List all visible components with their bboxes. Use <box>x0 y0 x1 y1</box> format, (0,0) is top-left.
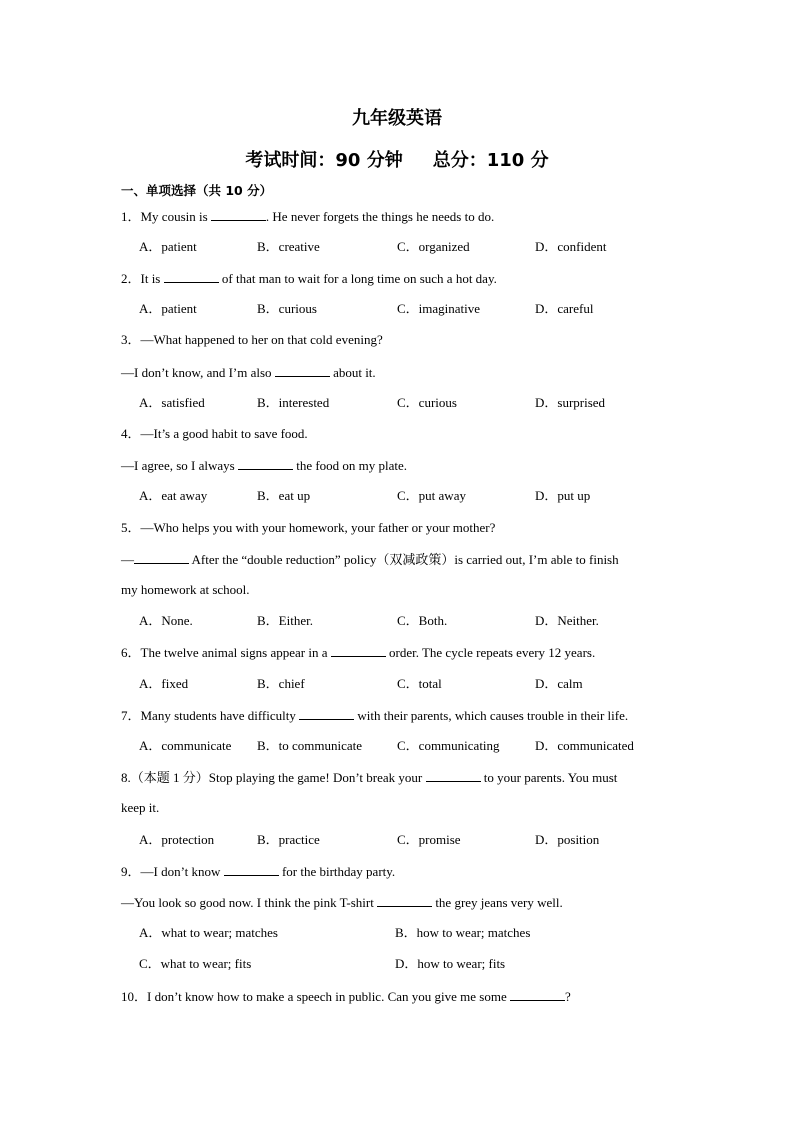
option-a: A．fixed <box>139 676 189 691</box>
answer-blank <box>164 270 219 283</box>
option-b: B．eat up <box>257 488 311 503</box>
option-a: A．patient <box>139 301 197 316</box>
option-a: A．patient <box>139 239 197 254</box>
question-2: 2．It is of that man to wait for a long time on such a hot day. <box>121 271 497 286</box>
answer-blank <box>211 208 266 221</box>
question-9: 9．—I don’t know for the birthday party. <box>121 864 396 879</box>
option-d: D．calm <box>535 676 583 691</box>
option-a: A．communicate <box>139 738 232 753</box>
option-d: D．confident <box>535 239 607 254</box>
question-6: 6．The twelve animal signs appear in a order. The cycle repeats every 12 years. <box>121 645 596 660</box>
answer-blank <box>299 707 354 720</box>
option-d: D．position <box>535 832 600 847</box>
question-3-line-2: —I don’t know, and I’m also about it. <box>121 365 376 380</box>
exam-time: 考试时间：90 分钟 <box>245 150 403 171</box>
question-4-line-2: —I agree, so I always the food on my plate. <box>121 458 408 473</box>
exam-info <box>0 146 794 172</box>
exam-score: 总分：110 分 <box>432 150 549 171</box>
option-d: D．how to wear; fits <box>395 956 506 971</box>
question-5: 5．—Who helps you with your homework, your father or your mother? <box>121 520 496 535</box>
question-7: 7．Many students have difficulty with their parents, which causes trouble in their life. <box>121 708 629 723</box>
question-10: 10．I don’t know how to make a speech in public. Can you give me some ? <box>121 989 571 1004</box>
option-a: A．protection <box>139 832 215 847</box>
option-d: D．Neither. <box>535 613 599 628</box>
answer-blank <box>224 863 279 876</box>
option-c: C．what to wear; fits <box>139 956 252 971</box>
option-b: B．practice <box>257 832 320 847</box>
question-4: 4．—It’s a good habit to save food. <box>121 426 308 441</box>
question-3: 3．—What happened to her on that cold evening? <box>121 332 383 347</box>
option-b: B．how to wear; matches <box>395 925 531 940</box>
option-c: C．promise <box>397 832 461 847</box>
exam-title: 九年级英语 <box>352 108 442 129</box>
option-a: A．None. <box>139 613 193 628</box>
answer-blank <box>331 644 386 657</box>
question-8-line-2: keep it. <box>121 800 160 815</box>
question-9-line-2: —You look so good now. I think the pink T-shirt the grey jeans very well. <box>121 895 563 910</box>
option-b: B．curious <box>257 301 317 316</box>
question-8: 8.（本题 1 分）Stop playing the game! Don’t break your to your parents. You must <box>121 770 618 785</box>
option-a: A．satisfied <box>139 395 205 410</box>
option-b: B．creative <box>257 239 320 254</box>
option-b: B．Either. <box>257 613 313 628</box>
option-c: C．communicating <box>397 738 500 753</box>
answer-blank <box>134 551 189 564</box>
option-b: B．interested <box>257 395 330 410</box>
answer-blank <box>238 457 293 470</box>
option-c: C．Both. <box>397 613 448 628</box>
answer-blank <box>275 364 330 377</box>
answer-blank <box>377 894 432 907</box>
option-d: D．careful <box>535 301 594 316</box>
option-a: A．what to wear; matches <box>139 925 278 940</box>
option-a: A．eat away <box>139 488 208 503</box>
option-d: D．surprised <box>535 395 606 410</box>
question-5-line-2: — After the “double reduction” policy（双减政策）is carried out, I’m able to finish <box>121 552 619 567</box>
option-b: B．to communicate <box>257 738 363 753</box>
question-5-line-3: my homework at school. <box>121 582 250 597</box>
question-1: 1．My cousin is . He never forgets the things he needs to do. <box>121 209 495 224</box>
option-b: B．chief <box>257 676 305 691</box>
option-c: C．put away <box>397 488 466 503</box>
answer-blank <box>426 769 481 782</box>
option-d: D．put up <box>535 488 591 503</box>
option-c: C．imaginative <box>397 301 481 316</box>
option-c: C．organized <box>397 239 470 254</box>
answer-blank <box>510 988 565 1001</box>
option-d: D．communicated <box>535 738 634 753</box>
option-c: C．curious <box>397 395 457 410</box>
section-heading: 一、单项选择（共 10 分） <box>121 183 273 198</box>
option-c: C．total <box>397 676 442 691</box>
